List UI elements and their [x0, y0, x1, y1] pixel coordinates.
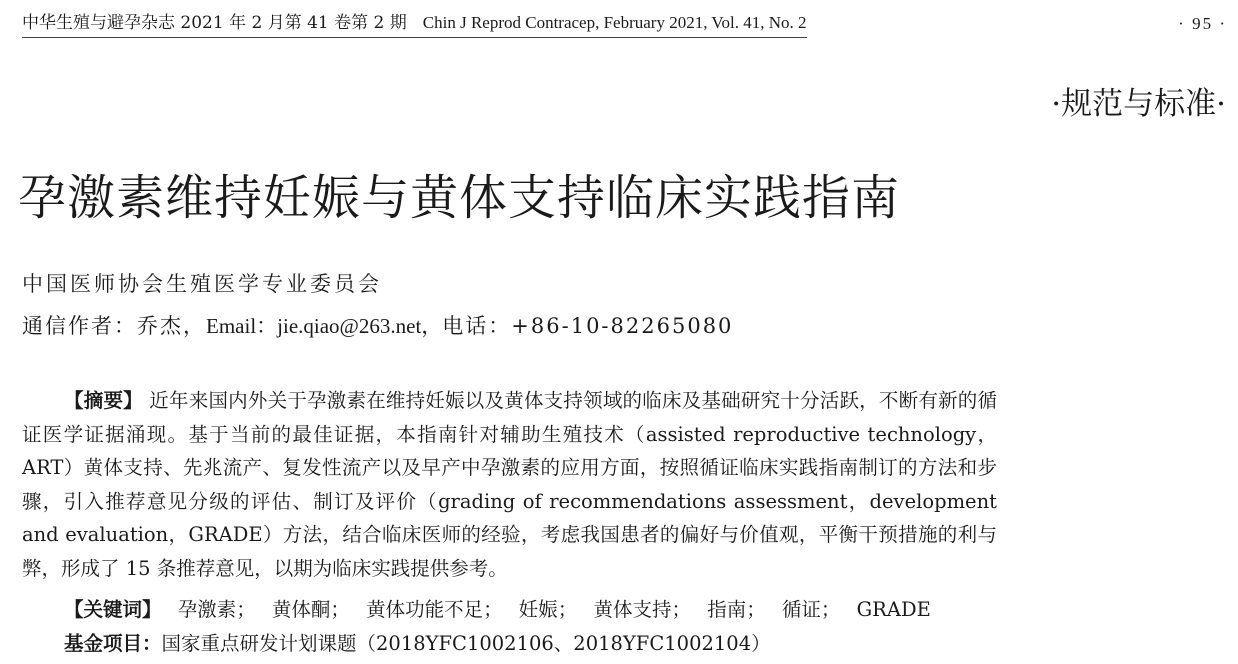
keywords-label: 【关键词】 — [64, 598, 162, 621]
funding — [64, 630, 771, 658]
contact-phone: 电话：+86-10-82265080 — [442, 314, 734, 338]
keywords — [64, 596, 931, 624]
journal-citation — [22, 12, 807, 38]
funding-text: 国家重点研发计划课题（2018YFC1002106、2018YFC1002104） — [161, 632, 771, 655]
corresponding-author — [22, 312, 733, 340]
article-title: 孕激素维持妊娠与黄体支持临床实践指南 — [18, 170, 901, 226]
contact-label: 通信作者：乔杰， — [22, 314, 206, 338]
journal-name-en: Chin J Reprod Contracep, February 2021, Vol. 41, No. 2 — [422, 13, 807, 32]
funding-label: 基金项目： — [64, 632, 162, 655]
author-organization: 中国医师协会生殖医学专业委员会 — [22, 272, 382, 296]
section-tag: ·规范与标准· — [1051, 86, 1226, 122]
page-number: · 95 · — [1178, 14, 1227, 33]
keywords-text: 孕激素； 黄体酮； 黄体功能不足； 妊娠； 黄体支持； 指南； 循证； GRADE — [161, 598, 931, 621]
running-header — [22, 10, 1227, 40]
contact-email[interactable]: Email：jie.qiao@263.net， — [206, 314, 443, 338]
abstract — [22, 384, 997, 585]
abstract-text: 近年来国内外关于孕激素在维持妊娠以及黄体支持领域的临床及基础研究十分活跃，不断有新的循证医学证据涌现。基于当前的最佳证据，本指南针对辅助生殖技术（assisted reproductive technology，ART）黄体支持、先兆流产、复发性流产以及早产中孕激素的应用方面，按照循证临床实践指南制订的方法和步骤，引入推荐意见分级的评估、制订及评价（grading of recommendations assessment，development and evaluation，GRADE）方法，结合临床医师的经验，考虑我国患者的偏好与价值观，平衡干预措施的利与弊，形成了 15 条推荐意见，以期为临床实践提供参考。 — [22, 389, 997, 580]
abstract-label: 【摘要】 — [64, 389, 143, 412]
journal-name-cn: 中华生殖与避孕杂志 2021 年 2 月第 41 卷第 2 期 — [22, 13, 407, 33]
